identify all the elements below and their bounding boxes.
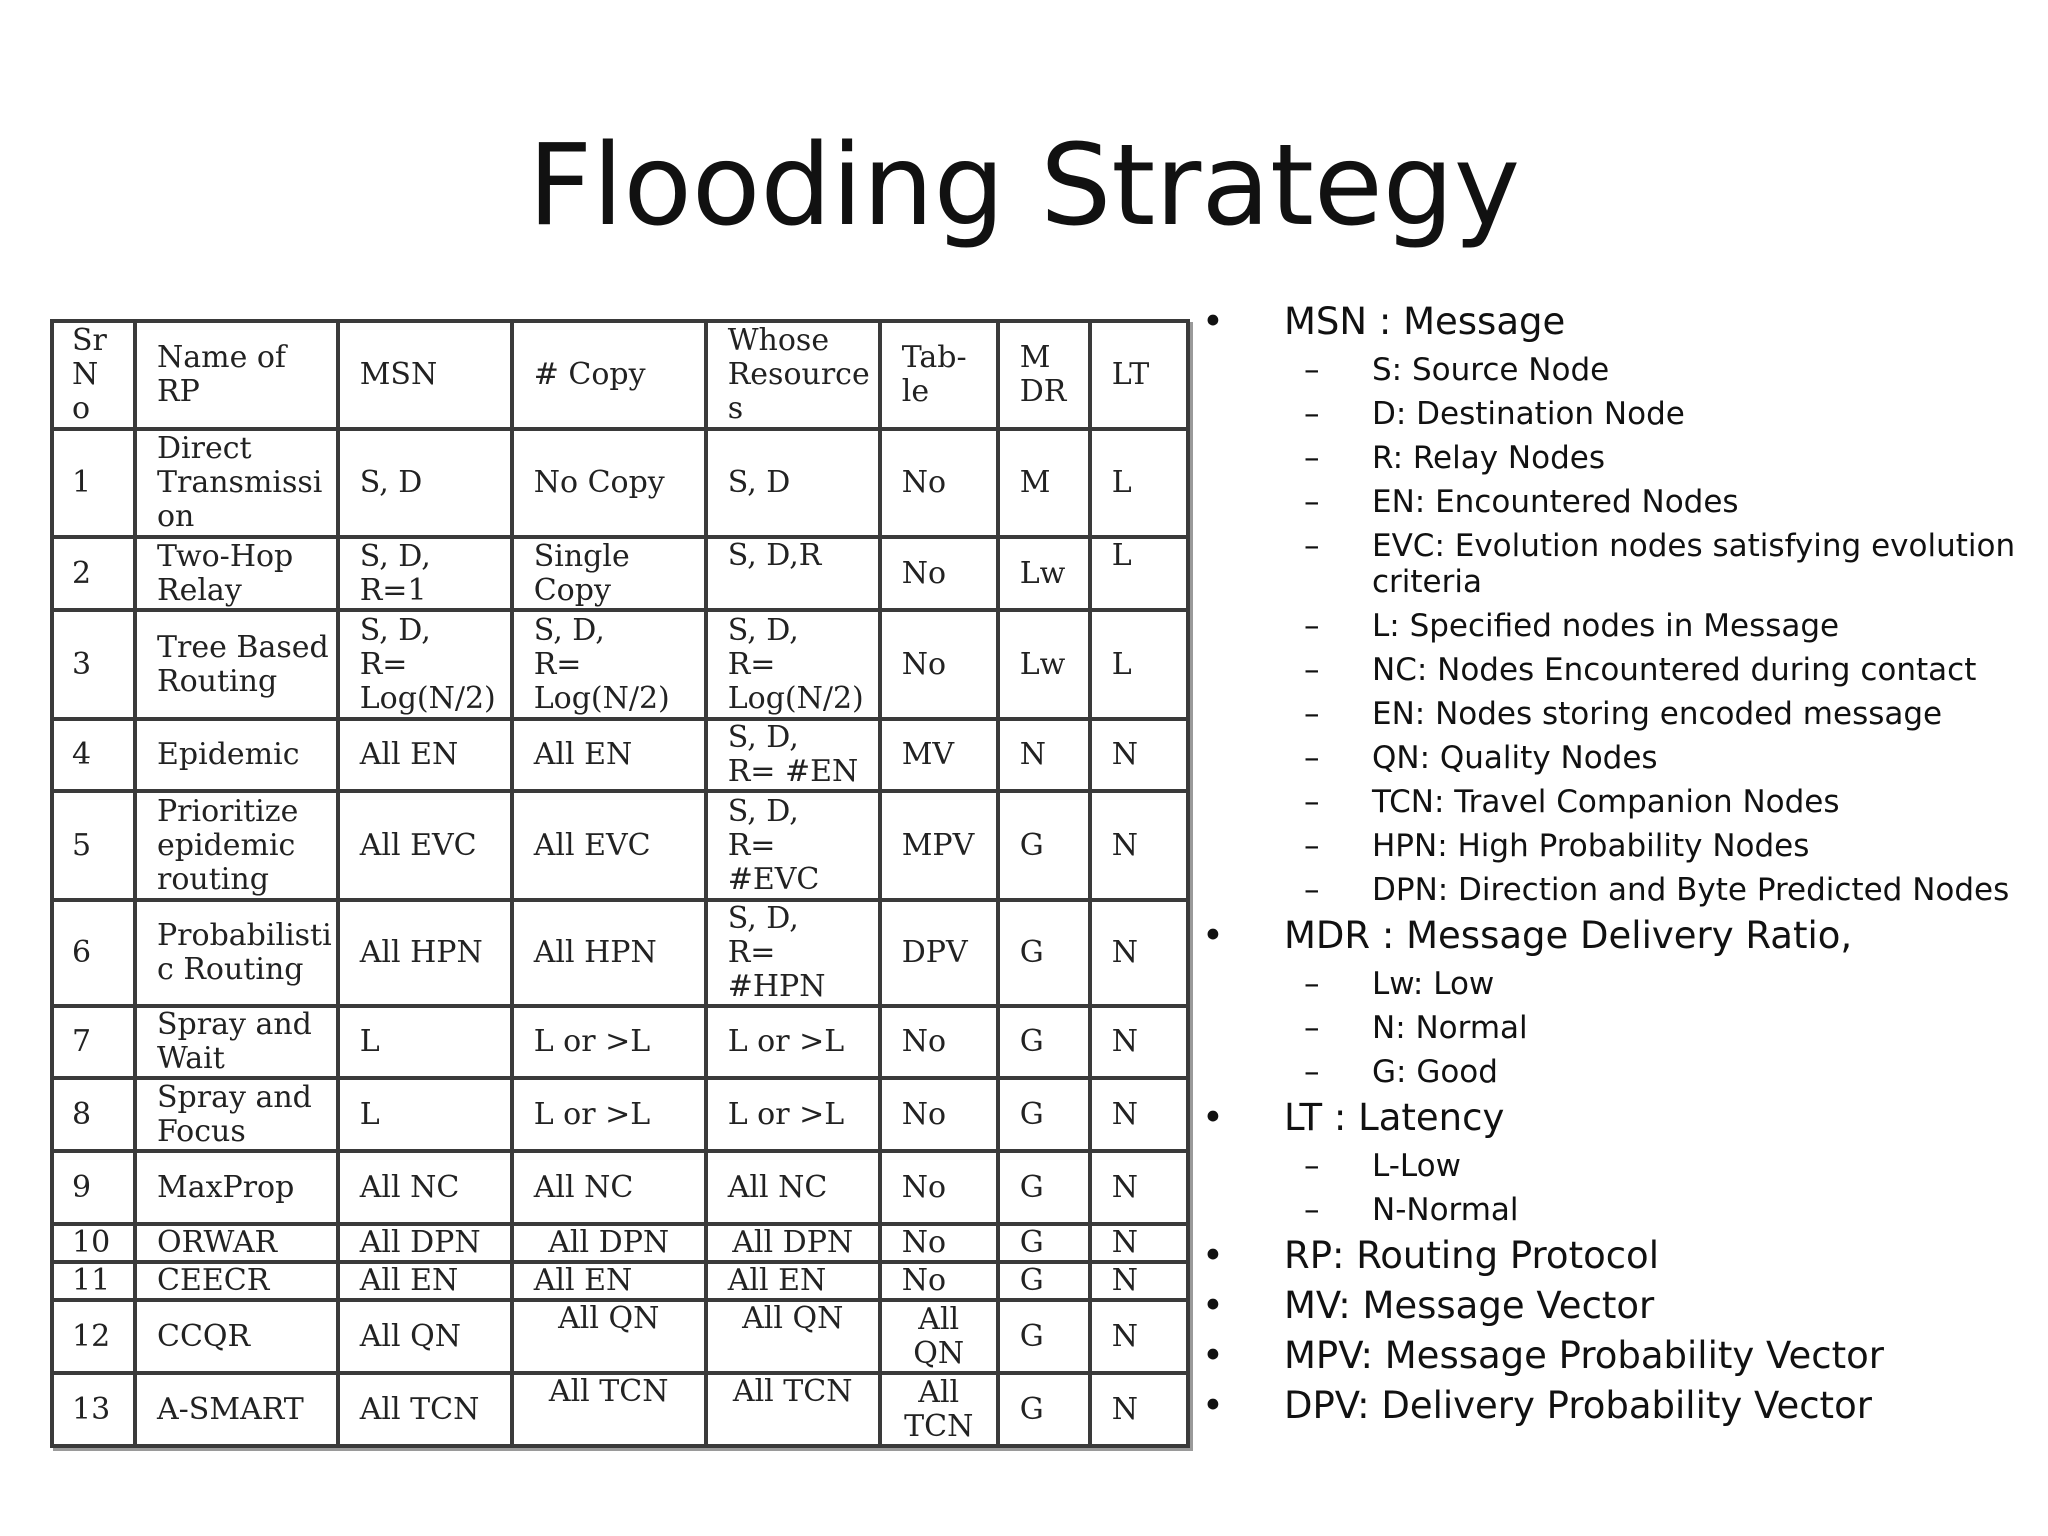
table-row xyxy=(52,1373,1188,1446)
header-msn: MSN xyxy=(338,321,512,429)
cell-msn: All EN xyxy=(338,1262,512,1300)
dash-icon: – xyxy=(1304,352,1320,388)
legend-sub-item xyxy=(1200,396,2040,432)
legend-sub-item xyxy=(1200,872,2040,908)
cell-msn: S, D xyxy=(338,429,512,537)
legend-sub-item-text: DPN: Direction and Byte Predicted Nodes xyxy=(1372,872,2010,908)
table-row xyxy=(52,1151,1188,1224)
cell-table: No xyxy=(880,537,998,610)
cell-msn: All QN xyxy=(338,1300,512,1373)
cell-resources: All DPN xyxy=(706,1224,880,1262)
cell-msn: All DPN xyxy=(338,1224,512,1262)
legend-item xyxy=(1200,914,2040,958)
cell-sr-no: 2 xyxy=(52,537,135,610)
cell-table: No xyxy=(880,1006,998,1078)
legend-sub-item-text: N-Normal xyxy=(1372,1192,1519,1228)
cell-table: No xyxy=(880,1262,998,1300)
cell-mdr: G xyxy=(998,1078,1090,1151)
cell-rp-name: Direct Transmissi on xyxy=(135,429,338,537)
cell-table: All QN xyxy=(880,1300,998,1373)
legend-sub-item xyxy=(1200,528,2040,600)
legend-item-text: LT : Latency xyxy=(1284,1096,1505,1139)
dash-icon: – xyxy=(1304,440,1320,476)
table-row xyxy=(52,429,1188,537)
legend-sub-item-text: L-Low xyxy=(1372,1148,1461,1184)
cell-sr-no: 4 xyxy=(52,719,135,791)
slide-title: Flooding Strategy xyxy=(527,121,1521,251)
legend-sub-item xyxy=(1200,696,2040,732)
bullet-icon: • xyxy=(1202,1096,1224,1139)
bullet-icon: • xyxy=(1202,1284,1224,1327)
cell-table: DPV xyxy=(880,900,998,1006)
legend-item xyxy=(1200,1096,2040,1140)
dash-icon: – xyxy=(1304,966,1320,1002)
legend-item-text: MSN : Message xyxy=(1284,300,1566,343)
cell-copy: No Copy xyxy=(512,429,706,537)
cell-copy: All NC xyxy=(512,1151,706,1224)
table-body xyxy=(52,429,1188,1446)
cell-resources: All TCN xyxy=(706,1373,880,1446)
cell-rp-name: Two-Hop Relay xyxy=(135,537,338,610)
cell-msn: S, D, R=1 xyxy=(338,537,512,610)
cell-resources: L or >L xyxy=(706,1006,880,1078)
legend-sub-item-text: NC: Nodes Encountered during contact xyxy=(1372,652,1977,688)
bullet-icon: • xyxy=(1202,1334,1224,1377)
cell-sr-no: 13 xyxy=(52,1373,135,1446)
header-sr-no: Sr N o xyxy=(52,321,135,429)
legend-sub-item-text: D: Destination Node xyxy=(1372,396,1685,432)
cell-msn: L xyxy=(338,1006,512,1078)
cell-rp-name: CCQR xyxy=(135,1300,338,1373)
cell-mdr: M xyxy=(998,429,1090,537)
dash-icon: – xyxy=(1304,696,1320,732)
legend-sub-item-text: R: Relay Nodes xyxy=(1372,440,1605,476)
table-row xyxy=(52,791,1188,900)
legend-sub-item-text: G: Good xyxy=(1372,1054,1498,1090)
legend-sub-item xyxy=(1200,828,2040,864)
cell-lt: N xyxy=(1090,1262,1188,1300)
legend-sub-item-text: QN: Quality Nodes xyxy=(1372,740,1658,776)
cell-copy: All HPN xyxy=(512,900,706,1006)
cell-sr-no: 5 xyxy=(52,791,135,900)
cell-msn: All HPN xyxy=(338,900,512,1006)
cell-resources: S, D, R= #EVC xyxy=(706,791,880,900)
cell-rp-name: Prioritize epidemic routing xyxy=(135,791,338,900)
table-row xyxy=(52,1078,1188,1151)
cell-lt: L xyxy=(1090,429,1188,537)
cell-sr-no: 11 xyxy=(52,1262,135,1300)
cell-msn: All EVC xyxy=(338,791,512,900)
dash-icon: – xyxy=(1304,1054,1320,1090)
cell-lt: L xyxy=(1090,610,1188,719)
dash-icon: – xyxy=(1304,1010,1320,1046)
cell-copy: L or >L xyxy=(512,1078,706,1151)
cell-rp-name: A-SMART xyxy=(135,1373,338,1446)
cell-rp-name: Tree Based Routing xyxy=(135,610,338,719)
cell-sr-no: 10 xyxy=(52,1224,135,1262)
cell-resources: S, D xyxy=(706,429,880,537)
cell-rp-name: ORWAR xyxy=(135,1224,338,1262)
legend-sub-item-text: EN: Encountered Nodes xyxy=(1372,484,1739,520)
cell-table: No xyxy=(880,1224,998,1262)
legend-sub-item xyxy=(1200,1054,2040,1090)
cell-sr-no: 3 xyxy=(52,610,135,719)
table-header-row xyxy=(52,321,1188,429)
legend-sub-item xyxy=(1200,652,2040,688)
dash-icon: – xyxy=(1304,828,1320,864)
dash-icon: – xyxy=(1304,484,1320,520)
legend-sub-item xyxy=(1200,740,2040,776)
cell-lt: N xyxy=(1090,791,1188,900)
legend-item-text: RP: Routing Protocol xyxy=(1284,1234,1659,1277)
legend-sub-item xyxy=(1200,1010,2040,1046)
dash-icon: – xyxy=(1304,872,1320,908)
legend-sub-item-text: EN: Nodes storing encoded message xyxy=(1372,696,1943,732)
cell-copy: S, D, R= Log(N/2) xyxy=(512,610,706,719)
cell-mdr: G xyxy=(998,1224,1090,1262)
cell-copy: L or >L xyxy=(512,1006,706,1078)
legend-sub-item xyxy=(1200,966,2040,1002)
dash-icon: – xyxy=(1304,1192,1320,1228)
table-row xyxy=(52,610,1188,719)
cell-rp-name: CEECR xyxy=(135,1262,338,1300)
bullet-icon: • xyxy=(1202,300,1224,343)
legend-sub-item xyxy=(1200,440,2040,476)
cell-msn: S, D, R= Log(N/2) xyxy=(338,610,512,719)
legend-sub-item xyxy=(1200,352,2040,388)
cell-lt: N xyxy=(1090,1078,1188,1151)
dash-icon: – xyxy=(1304,528,1320,564)
cell-table: MV xyxy=(880,719,998,791)
table-row xyxy=(52,900,1188,1006)
dash-icon: – xyxy=(1304,652,1320,688)
legend-sub-item-text: L: Specified nodes in Message xyxy=(1372,608,1840,644)
legend-item-text: DPV: Delivery Probability Vector xyxy=(1284,1384,1872,1427)
cell-lt: N xyxy=(1090,900,1188,1006)
header-table: Tab- le xyxy=(880,321,998,429)
cell-copy: Single Copy xyxy=(512,537,706,610)
bullet-icon: • xyxy=(1202,914,1224,957)
cell-table: No xyxy=(880,1078,998,1151)
cell-sr-no: 6 xyxy=(52,900,135,1006)
cell-lt: N xyxy=(1090,1224,1188,1262)
table-row xyxy=(52,719,1188,791)
cell-lt: N xyxy=(1090,719,1188,791)
legend-sub-item xyxy=(1200,1192,2040,1228)
cell-table: MPV xyxy=(880,791,998,900)
cell-msn: All TCN xyxy=(338,1373,512,1446)
header-whose-resources: Whose Resource s xyxy=(706,321,880,429)
legend-item-text: MDR : Message Delivery Ratio, xyxy=(1284,914,1853,957)
routing-protocol-table-wrapper xyxy=(50,319,1190,1448)
cell-copy: All QN xyxy=(512,1300,706,1373)
cell-mdr: Lw xyxy=(998,537,1090,610)
cell-copy: All EN xyxy=(512,1262,706,1300)
legend-item xyxy=(1200,300,2040,344)
cell-lt: N xyxy=(1090,1300,1188,1373)
cell-msn: L xyxy=(338,1078,512,1151)
dash-icon: – xyxy=(1304,1148,1320,1184)
cell-rp-name: MaxProp xyxy=(135,1151,338,1224)
cell-mdr: Lw xyxy=(998,610,1090,719)
cell-resources: S, D, R= #HPN xyxy=(706,900,880,1006)
cell-lt: N xyxy=(1090,1006,1188,1078)
cell-mdr: G xyxy=(998,1262,1090,1300)
cell-resources: All NC xyxy=(706,1151,880,1224)
table-row xyxy=(52,1006,1188,1078)
legend-item xyxy=(1200,1284,2040,1328)
header-lt: LT xyxy=(1090,321,1188,429)
cell-mdr: G xyxy=(998,791,1090,900)
cell-mdr: G xyxy=(998,1006,1090,1078)
header-name-of-rp: Name of RP xyxy=(135,321,338,429)
legend-sub-item xyxy=(1200,484,2040,520)
cell-table: No xyxy=(880,429,998,537)
legend-item xyxy=(1200,1334,2040,1378)
legend-item xyxy=(1200,1384,2040,1428)
cell-msn: All NC xyxy=(338,1151,512,1224)
cell-rp-name: Epidemic xyxy=(135,719,338,791)
cell-mdr: N xyxy=(998,719,1090,791)
cell-table: All TCN xyxy=(880,1373,998,1446)
legend-item-text: MV: Message Vector xyxy=(1284,1284,1655,1327)
legend-sub-item-text: N: Normal xyxy=(1372,1010,1528,1046)
legend-sub-item xyxy=(1200,1148,2040,1184)
legend-item xyxy=(1200,1234,2040,1278)
dash-icon: – xyxy=(1304,784,1320,820)
table-row xyxy=(52,1262,1188,1300)
header-copy: # Copy xyxy=(512,321,706,429)
cell-rp-name: Spray and Wait xyxy=(135,1006,338,1078)
cell-copy: All EN xyxy=(512,719,706,791)
cell-mdr: G xyxy=(998,1151,1090,1224)
legend-sub-item-text: S: Source Node xyxy=(1372,352,1610,388)
cell-resources: S, D, R= Log(N/2) xyxy=(706,610,880,719)
cell-mdr: G xyxy=(998,1300,1090,1373)
cell-copy: All TCN xyxy=(512,1373,706,1446)
cell-resources: L or >L xyxy=(706,1078,880,1151)
cell-sr-no: 8 xyxy=(52,1078,135,1151)
legend-sub-item xyxy=(1200,784,2040,820)
legend-sub-item-text: EVC: Evolution nodes satisfying evolution criteria xyxy=(1372,528,2016,600)
legend-sub-item-text: Lw: Low xyxy=(1372,966,1495,1002)
cell-resources: All EN xyxy=(706,1262,880,1300)
legend-sub-item xyxy=(1200,608,2040,644)
cell-resources: All QN xyxy=(706,1300,880,1373)
cell-copy: All EVC xyxy=(512,791,706,900)
cell-sr-no: 1 xyxy=(52,429,135,537)
dash-icon: – xyxy=(1304,740,1320,776)
cell-table: No xyxy=(880,610,998,719)
table-row xyxy=(52,1300,1188,1373)
cell-rp-name: Probabilisti c Routing xyxy=(135,900,338,1006)
dash-icon: – xyxy=(1304,608,1320,644)
legend-sub-item-text: TCN: Travel Companion Nodes xyxy=(1372,784,1840,820)
cell-msn: All EN xyxy=(338,719,512,791)
legend-sub-item-text: HPN: High Probability Nodes xyxy=(1372,828,1810,864)
cell-lt: L xyxy=(1090,537,1188,610)
cell-resources: S, D, R= #EN xyxy=(706,719,880,791)
cell-lt: N xyxy=(1090,1373,1188,1446)
cell-table: No xyxy=(880,1151,998,1224)
header-mdr: M DR xyxy=(998,321,1090,429)
cell-resources: S, D,R xyxy=(706,537,880,610)
routing-protocol-table xyxy=(50,319,1190,1448)
table-row xyxy=(52,537,1188,610)
bullet-icon: • xyxy=(1202,1384,1224,1427)
table-row xyxy=(52,1224,1188,1262)
cell-sr-no: 12 xyxy=(52,1300,135,1373)
dash-icon: – xyxy=(1304,396,1320,432)
cell-mdr: G xyxy=(998,900,1090,1006)
cell-copy: All DPN xyxy=(512,1224,706,1262)
cell-lt: N xyxy=(1090,1151,1188,1224)
bullet-icon: • xyxy=(1202,1234,1224,1277)
abbreviation-legend xyxy=(1200,294,2040,1428)
cell-sr-no: 9 xyxy=(52,1151,135,1224)
legend-item-text: MPV: Message Probability Vector xyxy=(1284,1334,1884,1377)
cell-mdr: G xyxy=(998,1373,1090,1446)
cell-rp-name: Spray and Focus xyxy=(135,1078,338,1151)
cell-sr-no: 7 xyxy=(52,1006,135,1078)
